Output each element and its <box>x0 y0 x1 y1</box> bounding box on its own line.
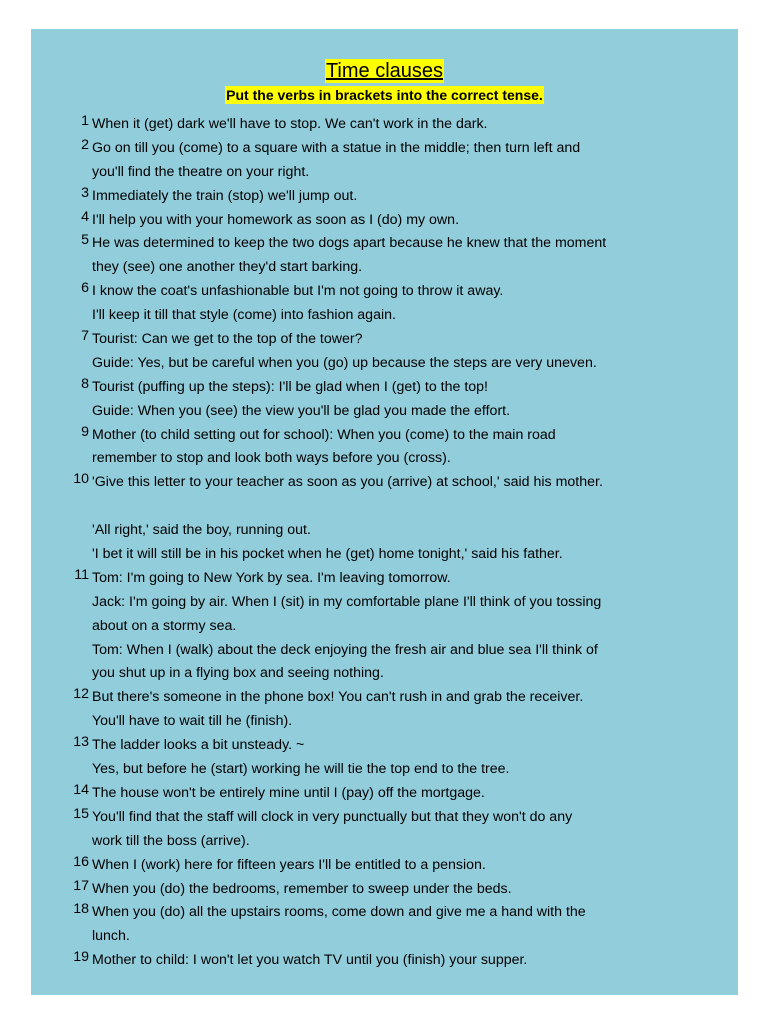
exercise-item <box>67 854 732 878</box>
exercise-item <box>67 113 732 137</box>
exercise-text-line: Go on till you (come) to a square with a statue in the middle; then turn left and <box>92 139 581 156</box>
exercise-item <box>67 878 732 902</box>
exercise-text-line: Tourist (puffing up the steps): I'll be glad when I (get) to the top! <box>92 378 488 395</box>
exercise-item <box>67 949 732 973</box>
exercise-text-line <box>92 495 732 519</box>
exercise-text-line: But there's someone in the phone box! You can't rush in and grab the receiver. <box>92 689 584 706</box>
exercise-text-line: remember to stop and look both ways before you (cross). <box>92 450 451 467</box>
exercise-text-line: You'll have to wait till he (finish). <box>92 713 293 730</box>
page-title: Time clauses <box>325 60 444 82</box>
exercise-text-line: lunch. <box>92 928 130 945</box>
exercise-number: 6 <box>81 280 89 297</box>
exercise-item <box>67 376 732 424</box>
exercise-number: 12 <box>73 686 89 703</box>
instructions: Put the verbs in brackets into the correct tense. <box>226 87 543 103</box>
exercise-item <box>67 232 732 280</box>
exercise-text-line: Jack: I'm going by air. When I (sit) in my comfortable plane I'll think of you tossing <box>92 593 602 610</box>
exercise-number: 13 <box>73 734 89 751</box>
exercise-text-line: Tom: I'm going to New York by sea. I'm leaving tomorrow. <box>92 569 451 586</box>
exercise-item <box>67 280 732 328</box>
title-container <box>31 59 738 83</box>
exercise-number: 15 <box>73 805 89 822</box>
exercise-text-line: Mother to child: I won't let you watch TV until you (finish) your supper. <box>92 952 528 969</box>
exercise-text-line: work till the boss (arrive). <box>92 832 250 849</box>
exercise-item <box>67 328 732 376</box>
exercise-number: 9 <box>81 423 89 440</box>
exercise-list <box>67 113 732 973</box>
exercise-item <box>67 686 732 734</box>
exercise-number: 19 <box>73 949 89 966</box>
exercise-text-line: Guide: When you (see) the view you'll be glad you made the effort. <box>92 402 511 419</box>
exercise-text-line: I'll help you with your homework as soon as I (do) my own. <box>92 211 460 228</box>
exercise-text-line: When I (work) here for fifteen years I'll be entitled to a pension. <box>92 856 486 873</box>
exercise-text-line: you'll find the theatre on your right. <box>92 163 310 180</box>
exercise-item <box>67 185 732 209</box>
exercise-number: 16 <box>73 853 89 870</box>
exercise-item <box>67 209 732 233</box>
exercise-number: 7 <box>81 328 89 345</box>
exercise-text-line: 'I bet it will still be in his pocket when he (get) home tonight,' said his father. <box>92 546 563 563</box>
exercise-number: 4 <box>81 208 89 225</box>
exercise-text-line: You'll find that the staff will clock in very punctually but that they won't do any <box>92 808 573 825</box>
exercise-item <box>67 901 732 949</box>
exercise-item <box>67 782 732 806</box>
exercise-text-line: Yes, but before he (start) working he will tie the top end to the tree. <box>92 761 510 778</box>
exercise-text-line: When you (do) the bedrooms, remember to sweep under the beds. <box>92 880 512 897</box>
exercise-number: 14 <box>73 781 89 798</box>
exercise-text-line: Mother (to child setting out for school): When you (come) to the main road <box>92 426 556 443</box>
exercise-item <box>67 567 732 686</box>
exercise-text-line: He was determined to keep the two dogs apart because he knew that the moment <box>92 235 607 252</box>
exercise-number: 5 <box>81 232 89 249</box>
exercise-text-line: Immediately the train (stop) we'll jump out. <box>92 187 358 204</box>
exercise-text-line: you shut up in a flying box and seeing nothing. <box>92 665 384 682</box>
exercise-number: 3 <box>81 184 89 201</box>
exercise-number: 1 <box>81 113 89 129</box>
exercise-item <box>67 806 732 854</box>
exercise-number: 17 <box>73 877 89 894</box>
exercise-number: 10 <box>73 471 89 488</box>
exercise-text-line: I know the coat's unfashionable but I'm not going to throw it away. <box>92 283 504 300</box>
exercise-item <box>67 471 732 567</box>
exercise-item <box>67 734 732 782</box>
worksheet-page <box>31 29 738 995</box>
exercise-item <box>67 424 732 472</box>
exercise-text-line: Guide: Yes, but be careful when you (go) up because the steps are very uneven. <box>92 354 597 371</box>
exercise-text-line: they (see) one another they'd start barking. <box>92 259 363 276</box>
exercise-number: 8 <box>81 375 89 392</box>
exercise-text-line: I'll keep it till that style (come) into fashion again. <box>92 307 396 324</box>
exercise-number: 18 <box>73 901 89 918</box>
exercise-text-line: Tourist: Can we get to the top of the tower? <box>92 331 363 348</box>
exercise-text-line: When you (do) all the upstairs rooms, come down and give me a hand with the <box>92 904 586 921</box>
exercise-item <box>67 137 732 185</box>
exercise-text-line: When it (get) dark we'll have to stop. We can't work in the dark. <box>92 116 488 132</box>
exercise-number: 2 <box>81 136 89 153</box>
subtitle-container <box>31 86 738 105</box>
exercise-text-line: The ladder looks a bit unsteady. ~ <box>92 737 305 754</box>
exercise-text-line: 'Give this letter to your teacher as soon as you (arrive) at school,' said his mother. <box>92 474 603 491</box>
exercise-text-line: about on a stormy sea. <box>92 617 237 634</box>
exercise-text-line: 'All right,' said the boy, running out. <box>92 522 311 539</box>
exercise-text-line: The house won't be entirely mine until I (pay) off the mortgage. <box>92 784 485 801</box>
exercise-number: 11 <box>74 566 89 583</box>
exercise-text-line: Tom: When I (walk) about the deck enjoying the fresh air and blue sea I'll think of <box>92 641 598 658</box>
